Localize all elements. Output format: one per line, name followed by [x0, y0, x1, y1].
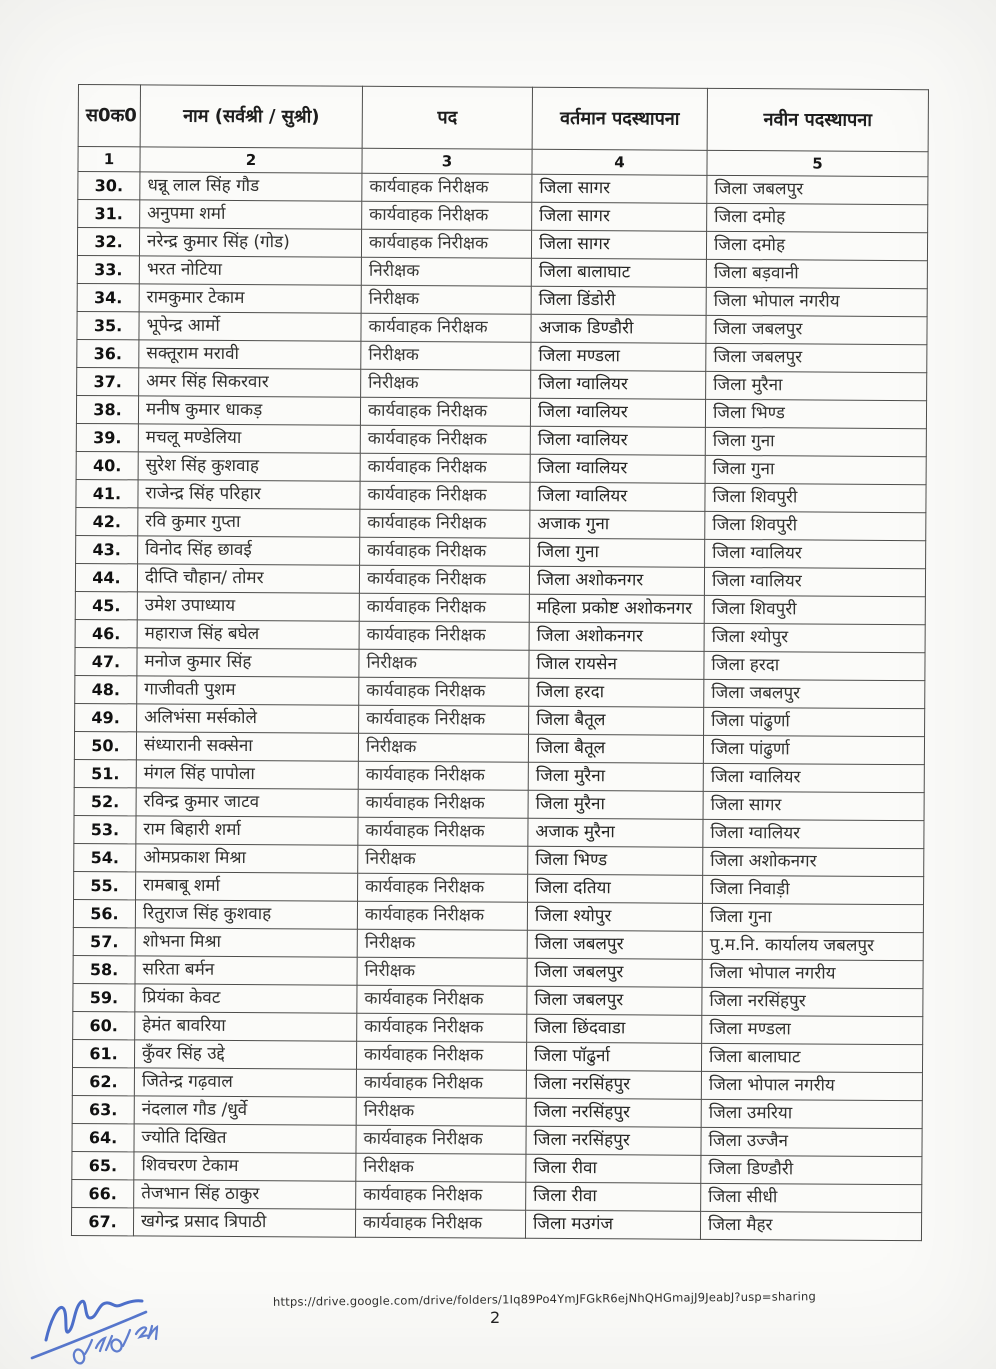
cell-post: निरीक्षक: [361, 369, 531, 398]
cell-name: नरेन्द्र कुमार सिंह (गोड): [139, 228, 361, 257]
cell-new-posting: जिला ग्वालियर: [703, 763, 924, 792]
cell-new-posting: जिला ग्वालियर: [704, 567, 925, 596]
table-body: [71, 172, 927, 1241]
page-number: 2: [490, 1308, 501, 1327]
cell-post: कार्यवाहक निरीक्षक: [360, 425, 530, 454]
cell-current-posting: अजाक गुना: [530, 510, 705, 539]
cell-current-posting: अजाक डिण्डौरी: [531, 314, 706, 343]
cell-new-posting: जिला भोपाल नगरीय: [702, 959, 923, 988]
cell-name: विनोद सिंह छावई: [138, 536, 360, 565]
cell-post: निरीक्षक: [361, 341, 531, 370]
column-number: 3: [362, 148, 532, 174]
cell-current-posting: जिला नरसिंहपुर: [526, 1126, 701, 1155]
cell-new-posting: जिला ग्वालियर: [705, 539, 926, 568]
cell-current-posting: जिला मुरैना: [528, 762, 703, 791]
cell-post: कार्यवाहक निरीक्षक: [360, 537, 530, 566]
cell-name: तेजभान सिंह ठाकुर: [134, 1180, 356, 1209]
cell-post: निरीक्षक: [361, 257, 531, 286]
cell-post: कार्यवाहक निरीक्षक: [360, 397, 530, 426]
cell-serial: 62.: [72, 1067, 134, 1095]
cell-new-posting: जिला ग्वालियर: [703, 819, 924, 848]
cell-serial: 33.: [77, 255, 139, 283]
cell-post: कार्यवाहक निरीक्षक: [361, 229, 531, 258]
cell-post: कार्यवाहक निरीक्षक: [356, 1069, 526, 1098]
column-number: 2: [140, 147, 362, 173]
signature-scribble: [18, 1288, 208, 1366]
cell-new-posting: जिला हरदा: [704, 651, 925, 680]
cell-post: कार्यवाहक निरीक्षक: [359, 677, 529, 706]
cell-name: जितेन्द्र गढ़वाल: [134, 1068, 356, 1097]
cell-post: कार्यवाहक निरीक्षक: [358, 761, 528, 790]
cell-serial: 44.: [75, 563, 137, 591]
cell-serial: 31.: [78, 200, 140, 228]
cell-current-posting: जिला ग्वालियर: [530, 426, 705, 455]
cell-current-posting: जिला डिंडोरी: [531, 286, 706, 315]
cell-name: अनुपमा शर्मा: [140, 200, 362, 229]
cell-post: कार्यवाहक निरीक्षक: [362, 173, 532, 202]
cell-serial: 53.: [74, 815, 136, 843]
cell-post: कार्यवाहक निरीक्षक: [358, 873, 528, 902]
cell-name: रवि कुमार गुप्ता: [138, 508, 360, 537]
cell-post: कार्यवाहक निरीक्षक: [360, 453, 530, 482]
col-header-serial: स0क0: [78, 85, 140, 147]
drive-share-url: https://drive.google.com/drive/folders/1Iq89Po4YmJFGkR6ejNhQHGmajJ9JeabJ?usp=sharing: [272, 1289, 817, 1309]
cell-post: कार्यवाहक निरीक्षक: [357, 1013, 527, 1042]
cell-name: नंदलाल गौड /धुर्वे: [134, 1096, 356, 1125]
cell-name: शिवचरण टेकाम: [134, 1152, 356, 1181]
cell-new-posting: जिला सागर: [703, 791, 924, 820]
cell-new-posting: जिला भोपाल नगरीय: [701, 1071, 922, 1100]
cell-new-posting: जिला शिवपुरी: [705, 511, 926, 540]
cell-post: निरीक्षक: [356, 1097, 526, 1126]
cell-new-posting: जिला गुना: [705, 427, 926, 456]
cell-serial: 60.: [73, 1011, 135, 1039]
cell-current-posting: जिला जबलपुर: [527, 986, 702, 1015]
cell-name: उमेश उपाध्याय: [137, 592, 359, 621]
cell-post: कार्यवाहक निरीक्षक: [359, 705, 529, 734]
cell-serial: 55.: [74, 871, 136, 899]
cell-name: सुरेश सिंह कुशवाह: [138, 452, 360, 481]
cell-serial: 41.: [76, 479, 138, 507]
cell-post: कार्यवाहक निरीक्षक: [356, 1041, 526, 1070]
cell-serial: 30.: [78, 172, 140, 200]
cell-serial: 63.: [72, 1095, 134, 1123]
cell-serial: 66.: [72, 1179, 134, 1207]
cell-post: कार्यवाहक निरीक्षक: [359, 565, 529, 594]
cell-current-posting: जिला अशोकनगर: [529, 622, 704, 651]
cell-current-posting: जिला श्योपुर: [527, 902, 702, 931]
cell-name: मनोज कुमार सिंह: [137, 648, 359, 677]
cell-current-posting: अजाक मुरैना: [528, 818, 703, 847]
transfer-table-container: [71, 84, 929, 1241]
cell-serial: 51.: [74, 759, 136, 787]
cell-name: अमर सिंह सिकरवार: [139, 368, 361, 397]
column-number: 5: [707, 150, 928, 176]
cell-name: रामबाबू शर्मा: [136, 872, 358, 901]
cell-new-posting: जिला बड़वानी: [706, 259, 927, 288]
table-row: [71, 1207, 921, 1240]
cell-name: संध्यारानी सक्सेना: [136, 732, 358, 761]
cell-serial: 47.: [75, 647, 137, 675]
cell-current-posting: जिला सागर: [532, 174, 707, 203]
cell-new-posting: जिला श्योपुर: [704, 623, 925, 652]
cell-new-posting: जिला गुना: [705, 455, 926, 484]
cell-new-posting: जिला डिण्डौरी: [701, 1155, 922, 1184]
cell-new-posting: जिला शिवपुरी: [705, 483, 926, 512]
cell-serial: 46.: [75, 619, 137, 647]
cell-name: सरिता बर्मन: [135, 956, 357, 985]
cell-serial: 61.: [72, 1039, 134, 1067]
cell-new-posting: जिला मण्डला: [702, 1015, 923, 1044]
cell-current-posting: जिला हरदा: [529, 678, 704, 707]
cell-name: महाराज सिंह बघेल: [137, 620, 359, 649]
cell-new-posting: जिला जबलपुर: [707, 175, 928, 204]
cell-name: ओमप्रकाश मिश्रा: [136, 844, 358, 873]
cell-new-posting: जिला मुरैना: [706, 371, 927, 400]
col-header-current-posting: वर्तमान पदस्थापना: [532, 87, 707, 150]
col-header-name: नाम (सर्वश्री / सुश्री): [140, 85, 362, 148]
cell-current-posting: जिला मण्डला: [531, 342, 706, 371]
column-number: 1: [78, 147, 140, 172]
cell-current-posting: जिला सागर: [531, 230, 706, 259]
cell-post: निरीक्षक: [357, 929, 527, 958]
cell-name: दीप्ति चौहान/ तोमर: [137, 564, 359, 593]
cell-new-posting: जिला जबलपुर: [704, 679, 925, 708]
cell-current-posting: जिला जबलपुर: [527, 930, 702, 959]
cell-new-posting: जिला भोपाल नगरीय: [706, 287, 927, 316]
cell-post: निरीक्षक: [356, 1153, 526, 1182]
cell-new-posting: जिला सीधी: [701, 1183, 922, 1212]
cell-current-posting: जिला रीवा: [526, 1182, 701, 1211]
cell-name: कुँवर सिंह उद्दे: [134, 1040, 356, 1069]
cell-new-posting: जिला पांढुर्णा: [704, 707, 925, 736]
cell-serial: 39.: [76, 423, 138, 451]
cell-name: मंगल सिंह पापोला: [136, 760, 358, 789]
cell-new-posting: जिला बालाघाट: [701, 1043, 922, 1072]
cell-current-posting: जिला नरसिंहपुर: [526, 1098, 701, 1127]
cell-serial: 43.: [76, 535, 138, 563]
cell-current-posting: जिला ग्वालियर: [530, 454, 705, 483]
cell-serial: 36.: [77, 339, 139, 367]
cell-post: कार्यवाहक निरीक्षक: [359, 621, 529, 650]
cell-serial: 38.: [76, 395, 138, 423]
cell-post: कार्यवाहक निरीक्षक: [361, 313, 531, 342]
cell-current-posting: जिला मउगंज: [525, 1210, 700, 1239]
cell-serial: 32.: [77, 228, 139, 256]
cell-serial: 57.: [73, 927, 135, 955]
cell-post: निरीक्षक: [357, 957, 527, 986]
cell-name: धन्नू लाल सिंह गौड: [140, 172, 362, 201]
col-header-post: पद: [362, 86, 532, 149]
cell-post: कार्यवाहक निरीक्षक: [360, 481, 530, 510]
cell-current-posting: जिला बैतूल: [528, 734, 703, 763]
cell-name: मचलू मण्डेलिया: [138, 424, 360, 453]
cell-post: कार्यवाहक निरीक्षक: [362, 201, 532, 230]
cell-current-posting: जिला बालाघाट: [531, 258, 706, 287]
cell-new-posting: जिला मैहर: [700, 1211, 921, 1240]
cell-name: रितुराज सिंह कुशवाह: [135, 900, 357, 929]
cell-name: राजेन्द्र सिंह परिहार: [138, 480, 360, 509]
cell-serial: 37.: [77, 367, 139, 395]
cell-current-posting: जिला रीवा: [526, 1154, 701, 1183]
cell-current-posting: जिला नरसिंहपुर: [526, 1070, 701, 1099]
cell-current-posting: जिला भिण्ड: [528, 846, 703, 875]
cell-serial: 54.: [74, 843, 136, 871]
cell-serial: 49.: [75, 703, 137, 731]
cell-name: मनीष कुमार धाकड़: [138, 396, 360, 425]
cell-new-posting: जिला नरसिंहपुर: [702, 987, 923, 1016]
cell-serial: 59.: [73, 983, 135, 1011]
cell-name: रविन्द्र कुमार जाटव: [136, 788, 358, 817]
cell-serial: 45.: [75, 591, 137, 619]
cell-new-posting: जिला अशोकनगर: [703, 847, 924, 876]
cell-new-posting: पु.म.नि. कार्यालय जबलपुर: [702, 931, 923, 960]
cell-name: गाजीवती पुशम: [137, 676, 359, 705]
cell-serial: 65.: [72, 1151, 134, 1179]
cell-post: कार्यवाहक निरीक्षक: [356, 1181, 526, 1210]
cell-new-posting: जिला भिण्ड: [705, 399, 926, 428]
cell-post: कार्यवाहक निरीक्षक: [358, 789, 528, 818]
cell-current-posting: जिला ग्वालियर: [530, 398, 705, 427]
cell-post: कार्यवाहक निरीक्षक: [356, 1125, 526, 1154]
cell-serial: 64.: [72, 1123, 134, 1151]
cell-new-posting: जिला दमोह: [707, 203, 928, 232]
cell-post: कार्यवाहक निरीक्षक: [360, 509, 530, 538]
cell-new-posting: जिला शिवपुरी: [704, 595, 925, 624]
cell-serial: 50.: [74, 731, 136, 759]
cell-serial: 58.: [73, 955, 135, 983]
cell-current-posting: महिला प्रकोष्ट अशोकनगर: [529, 594, 704, 623]
cell-post: निरीक्षक: [359, 649, 529, 678]
col-header-new-posting: नवीन पदस्थापना: [707, 88, 928, 151]
cell-post: निरीक्षक: [358, 845, 528, 874]
cell-current-posting: जिाल रायसेन: [529, 650, 704, 679]
cell-name: शोभना मिश्रा: [135, 928, 357, 957]
cell-name: रामकुमार टेकाम: [139, 284, 361, 313]
cell-current-posting: जिला पॉढुर्ना: [526, 1042, 701, 1071]
cell-serial: 35.: [77, 311, 139, 339]
cell-name: भरत नोटिया: [139, 256, 361, 285]
cell-post: कार्यवाहक निरीक्षक: [357, 901, 527, 930]
cell-current-posting: जिला मुरैना: [528, 790, 703, 819]
cell-serial: 42.: [76, 507, 138, 535]
cell-post: कार्यवाहक निरीक्षक: [359, 593, 529, 622]
cell-current-posting: जिला ग्वालियर: [530, 482, 705, 511]
cell-post: निरीक्षक: [358, 733, 528, 762]
cell-serial: 48.: [75, 675, 137, 703]
cell-new-posting: जिला निवाड़ी: [703, 875, 924, 904]
cell-serial: 34.: [77, 283, 139, 311]
cell-current-posting: जिला दतिया: [528, 874, 703, 903]
cell-new-posting: जिला उज्जैन: [701, 1127, 922, 1156]
cell-current-posting: जिला जबलपुर: [527, 958, 702, 987]
cell-post: कार्यवाहक निरीक्षक: [357, 985, 527, 1014]
cell-post: कार्यवाहक निरीक्षक: [355, 1209, 525, 1238]
cell-name: सक्तूराम मरावी: [139, 340, 361, 369]
cell-name: भूपेन्द्र आर्मो: [139, 312, 361, 341]
column-number: 4: [532, 149, 707, 175]
cell-name: हेमंत बावरिया: [135, 1012, 357, 1041]
cell-post: कार्यवाहक निरीक्षक: [358, 817, 528, 846]
cell-current-posting: जिला छिंदवाडा: [527, 1014, 702, 1043]
header-row: [78, 85, 928, 152]
cell-new-posting: जिला जबलपुर: [706, 343, 927, 372]
cell-post: निरीक्षक: [361, 285, 531, 314]
cell-name: प्रियंका केवट: [135, 984, 357, 1013]
table-header: [78, 85, 929, 177]
cell-serial: 56.: [73, 899, 135, 927]
cell-new-posting: जिला दमोह: [706, 231, 927, 260]
cell-name: खगेन्द्र प्रसाद त्रिपाठी: [133, 1208, 355, 1237]
cell-current-posting: जिला गुना: [530, 538, 705, 567]
cell-current-posting: जिला अशोकनगर: [529, 566, 704, 595]
cell-new-posting: जिला उमरिया: [701, 1099, 922, 1128]
cell-new-posting: जिला पांढुर्णा: [703, 735, 924, 764]
cell-serial: 67.: [71, 1207, 133, 1235]
cell-serial: 40.: [76, 451, 138, 479]
cell-name: ज्योति दिखित: [134, 1124, 356, 1153]
cell-current-posting: जिला बैतूल: [529, 706, 704, 735]
cell-serial: 52.: [74, 787, 136, 815]
cell-new-posting: जिला गुना: [702, 903, 923, 932]
transfer-table: [71, 84, 929, 1241]
cell-new-posting: जिला जबलपुर: [706, 315, 927, 344]
cell-name: राम बिहारी शर्मा: [136, 816, 358, 845]
cell-name: अलिभंसा मर्सकोले: [137, 704, 359, 733]
cell-current-posting: जिला सागर: [532, 202, 707, 231]
cell-current-posting: जिला ग्वालियर: [531, 370, 706, 399]
